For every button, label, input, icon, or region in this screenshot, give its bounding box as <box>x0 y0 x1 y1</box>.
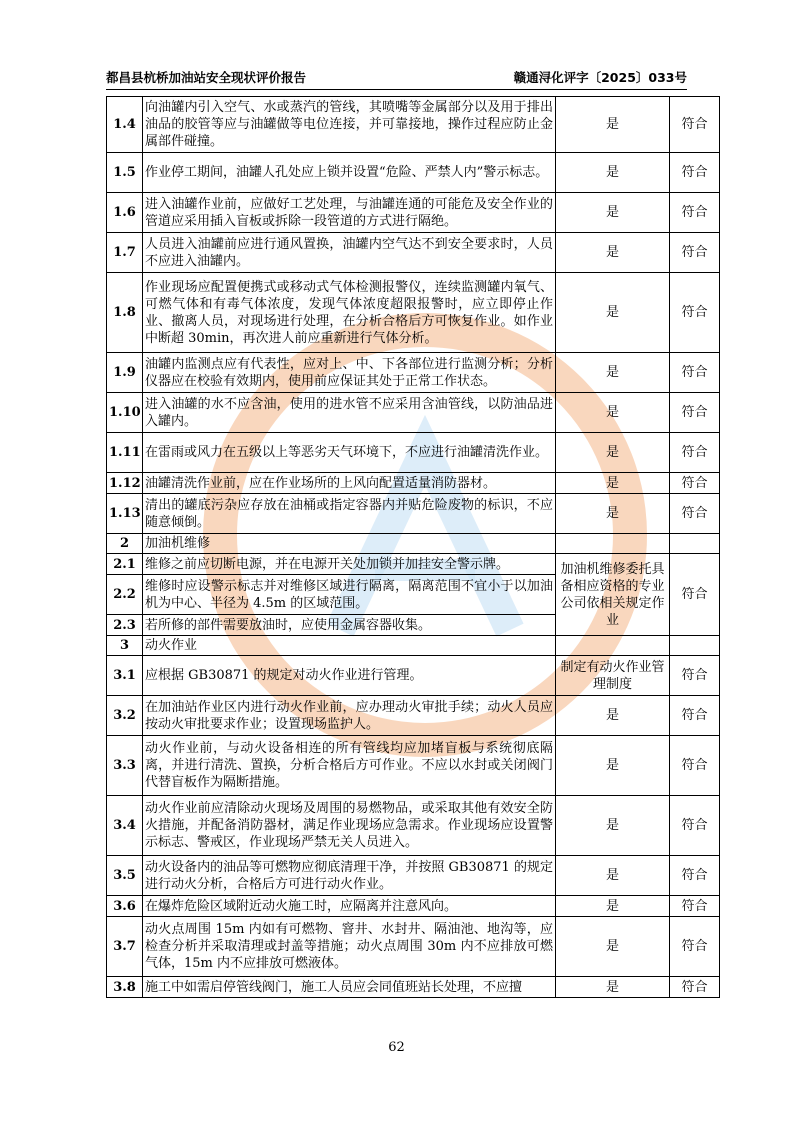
table-row <box>107 97 720 153</box>
table-row <box>107 494 720 534</box>
check-result: 是 <box>556 97 670 153</box>
table-row <box>107 473 720 494</box>
item-number: 1.6 <box>107 193 143 233</box>
check-conclusion: 符合 <box>670 273 720 353</box>
check-conclusion: 符合 <box>670 656 720 696</box>
check-result: 是 <box>556 393 670 433</box>
table-row <box>107 193 720 233</box>
check-item-text: 若所修的部件需要放油时，应使用金属容器收集。 <box>143 615 556 636</box>
check-conclusion: 符合 <box>670 353 720 393</box>
check-conclusion: 符合 <box>670 896 720 917</box>
table-row <box>107 554 720 575</box>
item-number: 3.2 <box>107 696 143 736</box>
check-item-text: 作业停工期间，油罐人孔处应上锁并设置“危险、严禁人内”警示标志。 <box>143 153 556 193</box>
check-conclusion: 符合 <box>670 393 720 433</box>
check-conclusion: 符合 <box>670 736 720 796</box>
section-title: 加油机维修 <box>143 534 556 554</box>
item-number: 3.3 <box>107 736 143 796</box>
check-conclusion: 符合 <box>670 696 720 736</box>
check-result: 是 <box>556 736 670 796</box>
check-item-text: 动火设备内的油品等可燃物应彻底清理干净，并按照 GB30871 的规定进行动火分析，合格后方可进行动火作业。 <box>143 856 556 896</box>
section-number: 2 <box>107 534 143 554</box>
check-conclusion: 符合 <box>670 856 720 896</box>
report-title: 都昌县杭桥加油站安全现状评价报告 <box>106 70 307 85</box>
check-conclusion: 符合 <box>670 153 720 193</box>
check-conclusion: 符合 <box>670 473 720 494</box>
table-row <box>107 736 720 796</box>
check-item-text: 进入油罐作业前，应做好工艺处理，与油罐连通的可能危及安全作业的管道应采用插入盲板或拆除一段管道的方式进行隔绝。 <box>143 193 556 233</box>
check-result: 是 <box>556 433 670 473</box>
check-conclusion: 符合 <box>670 494 720 534</box>
check-result: 加油机维修委托具备相应资格的专业公司依相关规定作业 <box>556 554 670 636</box>
check-result: 是 <box>556 917 670 977</box>
check-result: 是 <box>556 856 670 896</box>
table-row <box>107 233 720 273</box>
item-number: 1.13 <box>107 494 143 534</box>
check-conclusion: 符合 <box>670 977 720 998</box>
check-conclusion: 符合 <box>670 433 720 473</box>
item-number: 1.8 <box>107 273 143 353</box>
check-item-text: 进入油罐的水不应含油，使用的进水管不应采用含油管线，以防油品进入罐内。 <box>143 393 556 433</box>
section-title: 动火作业 <box>143 636 556 656</box>
section-row <box>107 534 720 554</box>
item-number: 2.2 <box>107 575 143 615</box>
check-result: 是 <box>556 977 670 998</box>
item-number: 1.5 <box>107 153 143 193</box>
table-row <box>107 353 720 393</box>
item-number: 3.8 <box>107 977 143 998</box>
item-number: 2.1 <box>107 554 143 575</box>
item-number: 1.10 <box>107 393 143 433</box>
check-result: 是 <box>556 696 670 736</box>
check-conclusion: 符合 <box>670 796 720 856</box>
check-conclusion: 符合 <box>670 97 720 153</box>
section-number: 3 <box>107 636 143 656</box>
item-number: 1.4 <box>107 97 143 153</box>
check-result: 是 <box>556 233 670 273</box>
check-result: 是 <box>556 796 670 856</box>
check-item-text: 动火点周围 15m 内如有可燃物、窨井、水封井、隔油池、地沟等，应检查分析并采取清理或封盖等措施；动火点周围 30m 内不应排放可燃气体，15m 内不应排放可燃液体。 <box>143 917 556 977</box>
check-item-text: 人员进入油罐前应进行通风置换，油罐内空气达不到安全要求时，人员不应进入油罐内。 <box>143 233 556 273</box>
check-item-text: 在爆炸危险区域附近动火施工时，应隔离并注意风向。 <box>143 896 556 917</box>
check-item-text: 动火作业前，与动火设备相连的所有管线均应加堵盲板与系统彻底隔离，并进行清洗、置换，分析合格后方可作业。不应以水封或关闭阀门代替盲板作为隔断措施。 <box>143 736 556 796</box>
check-result: 是 <box>556 896 670 917</box>
table-row <box>107 393 720 433</box>
table-row <box>107 273 720 353</box>
check-item-text: 维修之前应切断电源，并在电源开关处加锁并加挂安全警示牌。 <box>143 554 556 575</box>
check-result: 是 <box>556 473 670 494</box>
check-result: 是 <box>556 193 670 233</box>
item-number: 3.6 <box>107 896 143 917</box>
table-row <box>107 796 720 856</box>
check-item-text: 施工中如需启停管线阀门，施工人员应会同值班站长处理，不应擅 <box>143 977 556 998</box>
item-number: 3.1 <box>107 656 143 696</box>
check-item-text: 动火作业前应清除动火现场及周围的易燃物品，或采取其他有效安全防火措施，并配备消防器材，满足作业现场应急需求。作业现场应设置警示标志、警戒区，作业现场严禁无关人员进入。 <box>143 796 556 856</box>
check-item-text: 向油罐内引入空气、水或蒸汽的管线，其喷嘴等金属部分以及用于排出油品的胶管等应与油罐做等电位连接，并可靠接地，操作过程应防止金属部件碰撞。 <box>143 97 556 153</box>
check-item-text: 维修时应设警示标志并对维修区域进行隔离，隔离范围不宜小于以加油机为中心、半径为 4.5m 的区域范围。 <box>143 575 556 615</box>
item-number: 2.3 <box>107 615 143 636</box>
check-result: 是 <box>556 353 670 393</box>
check-conclusion: 符合 <box>670 554 720 636</box>
check-result: 是 <box>556 273 670 353</box>
table-row <box>107 433 720 473</box>
check-item-text: 应根据 GB30871 的规定对动火作业进行管理。 <box>143 656 556 696</box>
table-row <box>107 696 720 736</box>
item-number: 3.4 <box>107 796 143 856</box>
item-number: 1.12 <box>107 473 143 494</box>
table-row <box>107 917 720 977</box>
check-conclusion: 符合 <box>670 917 720 977</box>
item-number: 3.5 <box>107 856 143 896</box>
check-result: 是 <box>556 494 670 534</box>
item-number: 1.11 <box>107 433 143 473</box>
check-result: 制定有动火作业管理制度 <box>556 656 670 696</box>
check-item-text: 油罐清洗作业前，应在作业场所的上风向配置适量消防器材。 <box>143 473 556 494</box>
safety-checklist-table <box>106 96 720 998</box>
item-number: 1.7 <box>107 233 143 273</box>
check-item-text: 作业现场应配置便携式或移动式气体检测报警仪，连续监测罐内氧气、可燃气体和有毒气体浓度，发现气体浓度超限报警时，应立即停止作业、撤离人员，对现场进行处理，在分析合格后方可恢复作业。如作业中断超 30min，再次进人前应重新进行气体分析。 <box>143 273 556 353</box>
check-item-text: 油罐内监测点应有代表性，应对上、中、下各部位进行监测分析；分析仪器应在校验有效期内，使用前应保证其处于正常工作状态。 <box>143 353 556 393</box>
check-conclusion: 符合 <box>670 233 720 273</box>
item-number: 3.7 <box>107 917 143 977</box>
report-number: 赣通浔化评字〔2025〕033号 <box>513 70 687 85</box>
table-row <box>107 153 720 193</box>
page-header <box>106 71 687 90</box>
table-row <box>107 656 720 696</box>
section-row <box>107 636 720 656</box>
check-result: 是 <box>556 153 670 193</box>
check-item-text: 清出的罐底污杂应存放在油桶或指定容器内并贴危险废物的标识，不应随意倾倒。 <box>143 494 556 534</box>
table-row <box>107 977 720 998</box>
table-row <box>107 896 720 917</box>
check-conclusion: 符合 <box>670 193 720 233</box>
check-item-text: 在雷雨或风力在五级以上等恶劣天气环境下，不应进行油罐清洗作业。 <box>143 433 556 473</box>
table-row <box>107 856 720 896</box>
page-number: 62 <box>388 1040 405 1055</box>
item-number: 1.9 <box>107 353 143 393</box>
check-item-text: 在加油站作业区内进行动火作业前，应办理动火审批手续；动火人员应按动火审批要求作业；设置现场监护人。 <box>143 696 556 736</box>
